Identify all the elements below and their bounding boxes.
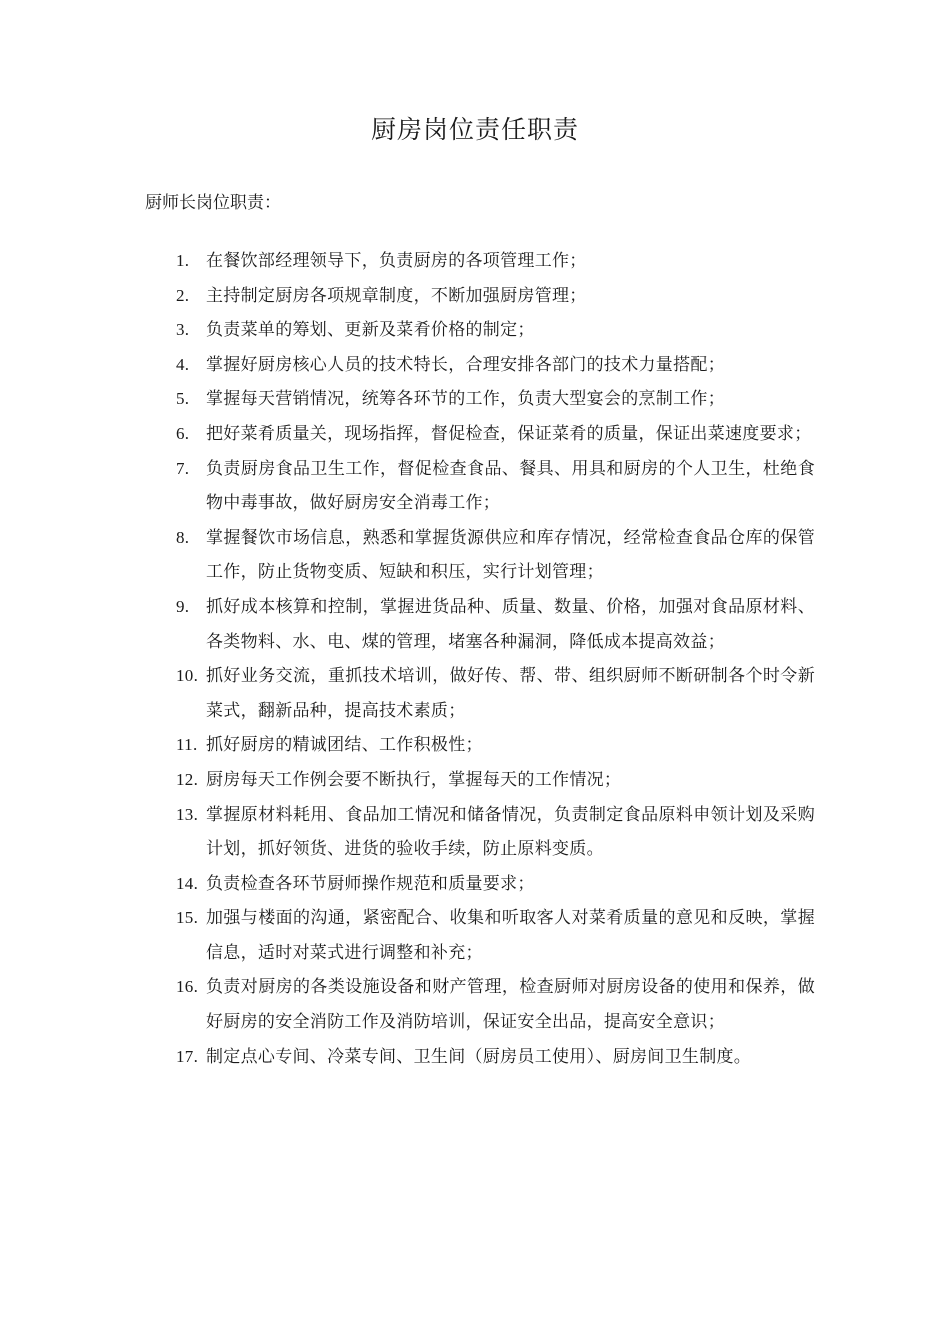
item-text: 掌握好厨房核心人员的技术特长，合理安排各部门的技术力量搭配； <box>206 354 725 375</box>
item-text: 在餐饮部经理领导下，负责厨房的各项管理工作； <box>206 251 587 271</box>
item-number: 15. <box>176 908 199 928</box>
item-text: 负责菜单的筹划、更新及菜肴价格的制定； <box>206 320 535 341</box>
item-number: 9. <box>176 596 190 616</box>
item-text: 负责对厨房的各类设施设备和财产管理，检查厨师对厨房设备的使用和保养，做好厨房的安全消防工作及消防培训，保证安全出品，提高安全意识； <box>206 977 815 1033</box>
list-item <box>175 279 815 314</box>
item-number: 6. <box>176 423 190 443</box>
duty-list <box>175 244 815 1074</box>
item-text: 加强与楼面的沟通，紧密配合、收集和听取客人对菜肴质量的意见和反映，掌握信息，适时对菜式进行调整和补充； <box>206 908 815 963</box>
item-text: 抓好业务交流，重抓技术培训，做好传、帮、带、组织厨师不断研制各个时令新菜式，翻新品种，提高技术素质； <box>206 666 815 721</box>
list-item <box>175 313 815 348</box>
item-text: 制定点心专间、冷菜专间、卫生间（厨房员工使用）、厨房间卫生制度。 <box>206 1046 752 1067</box>
item-text: 抓好成本核算和控制，掌握进货品种、质量、数量、价格，加强对食品原材料、各类物料、水、电、煤的管理，堵塞各种漏洞，降低成本提高效益； <box>206 596 815 652</box>
item-number: 8. <box>176 527 190 547</box>
item-number: 17. <box>176 1046 199 1066</box>
list-item <box>175 1040 815 1075</box>
document-title: 厨房岗位责任职责 <box>370 115 579 144</box>
item-text: 主持制定厨房各项规章制度，不断加强厨房管理； <box>206 285 587 306</box>
item-text: 掌握每天营销情况，统筹各环节的工作，负责大型宴会的烹制工作； <box>206 389 725 410</box>
item-text: 抓好厨房的精诚团结、工作积极性； <box>206 735 483 756</box>
list-item <box>175 521 815 590</box>
item-number: 1. <box>176 251 190 270</box>
item-number: 12. <box>176 769 199 789</box>
list-item <box>175 763 815 798</box>
item-number: 13. <box>176 804 199 824</box>
list-item <box>175 348 815 383</box>
item-number: 5. <box>176 389 190 409</box>
list-item <box>175 867 815 902</box>
item-number: 2. <box>176 285 190 305</box>
section-heading: 厨师长岗位职责： <box>145 193 281 213</box>
item-number: 10. <box>176 666 199 686</box>
item-number: 4. <box>176 354 190 374</box>
list-item <box>175 728 815 763</box>
list-item <box>175 590 815 659</box>
item-number: 16. <box>176 977 199 997</box>
list-item <box>175 659 815 728</box>
list-item <box>175 244 815 279</box>
item-number: 7. <box>176 458 190 478</box>
item-number: 14. <box>176 873 199 893</box>
item-text: 掌握餐饮市场信息，熟悉和掌握货源供应和库存情况，经常检查食品仓库的保管工作，防止货物变质、短缺和积压，实行计划管理； <box>206 527 815 583</box>
item-number: 3. <box>176 320 190 340</box>
list-item <box>175 901 815 970</box>
list-item <box>175 798 815 867</box>
item-text: 负责厨房食品卫生工作，督促检查食品、餐具、用具和厨房的个人卫生，杜绝食物中毒事故，做好厨房安全消毒工作； <box>206 458 815 514</box>
item-text: 厨房每天工作例会要不断执行，掌握每天的工作情况； <box>206 769 622 790</box>
item-number: 11. <box>176 735 198 755</box>
list-item <box>175 382 815 417</box>
list-item <box>175 970 815 1039</box>
list-item <box>175 417 815 452</box>
list-item <box>175 452 815 521</box>
item-text: 掌握原材料耗用、食品加工情况和储备情况，负责制定食品原料申领计划及采购计划，抓好领货、进货的验收手续，防止原料变质。 <box>206 804 815 860</box>
item-text: 负责检查各环节厨师操作规范和质量要求； <box>206 873 535 894</box>
item-text: 把好菜肴质量关，现场指挥，督促检查，保证菜肴的质量，保证出菜速度要求； <box>206 423 812 444</box>
